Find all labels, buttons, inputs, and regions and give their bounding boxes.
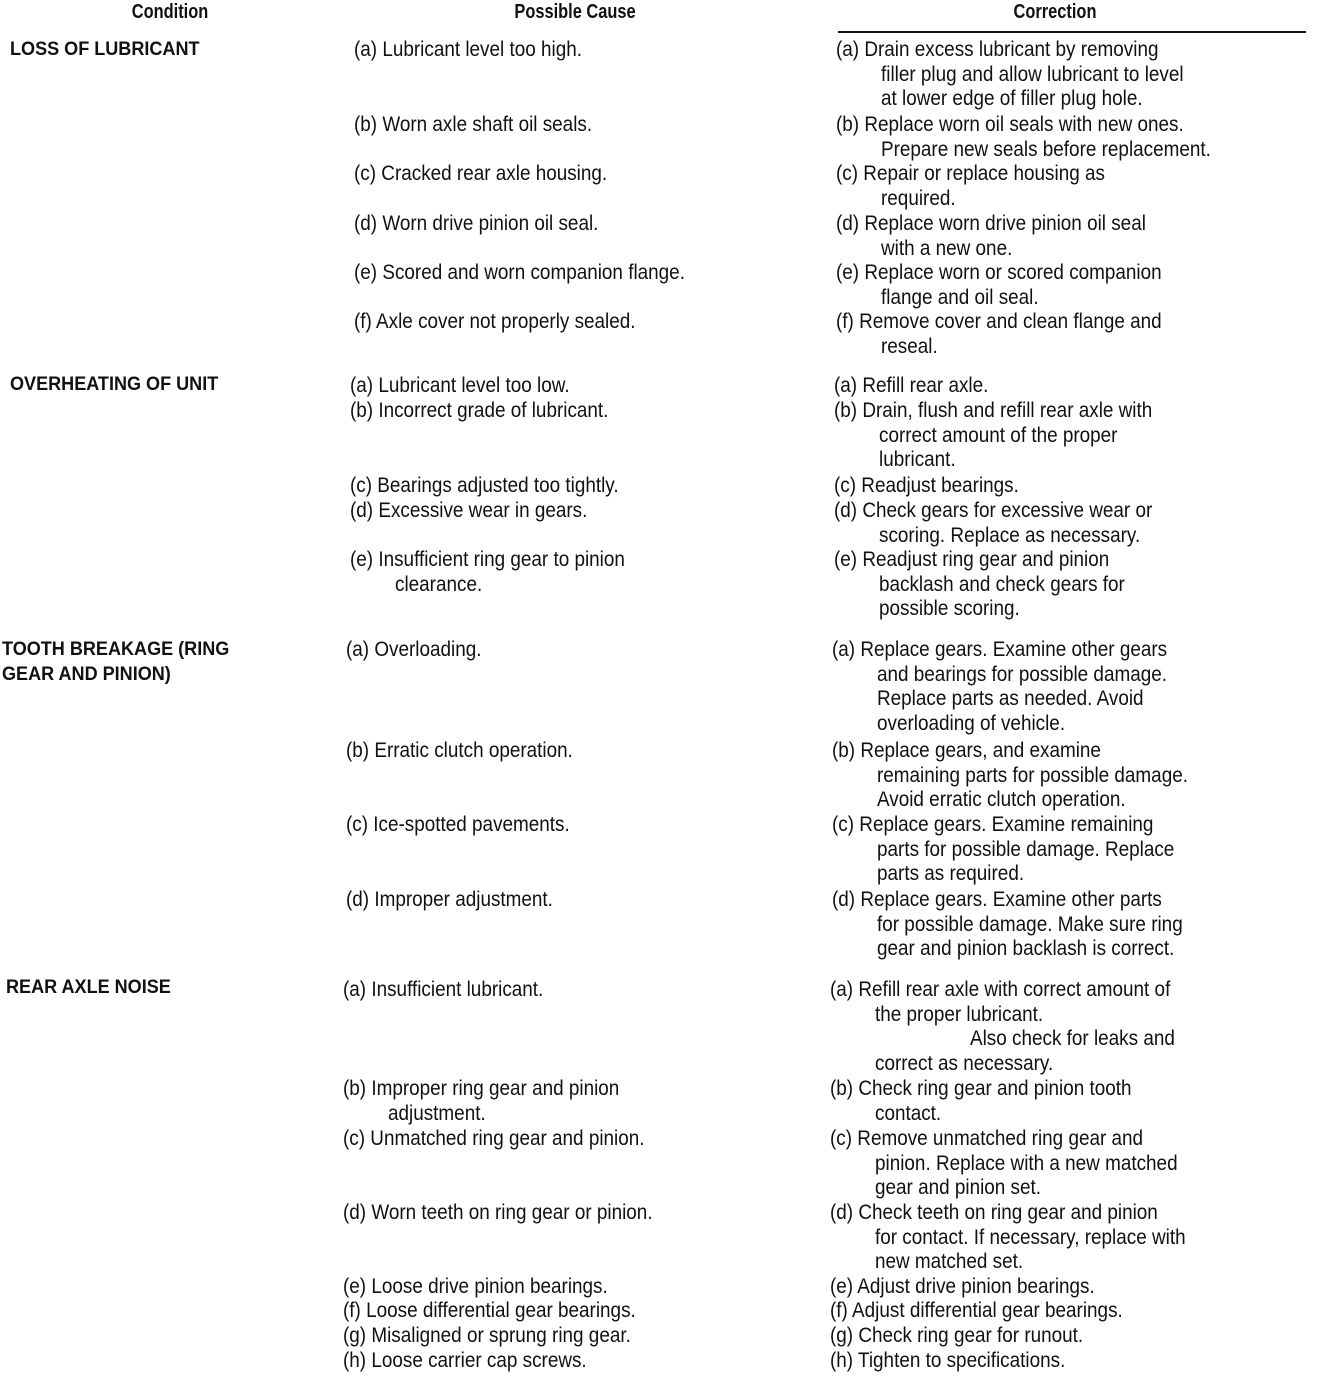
cause-line: (c) Ice-spotted pavements. [346, 813, 570, 836]
cause-line: (c) Bearings adjusted too tightly. [350, 474, 619, 497]
condition-label: REAR AXLE NOISE [6, 977, 171, 998]
header-correction: Correction [1013, 1, 1097, 23]
correction-line: Prepare new seals before replacement. [881, 137, 1211, 161]
correction-line: (c) Remove unmatched ring gear and [830, 1127, 1144, 1150]
correction-line: (e) Readjust ring gear and pinion [834, 548, 1110, 571]
cause-line: (a) Lubricant level too high. [354, 38, 582, 61]
cause-line: (c) Cracked rear axle housing. [354, 162, 608, 185]
correction-line: reseal. [881, 334, 938, 358]
correction-line: for possible damage. Make sure ring [877, 912, 1183, 936]
correction-line: lubricant. [879, 448, 956, 472]
cause-line: (f) Axle cover not properly sealed. [354, 310, 636, 333]
correction-line: for contact. If necessary, replace with [875, 1225, 1186, 1249]
correction-line: parts as required. [877, 862, 1025, 886]
correction-line: with a new one. [881, 236, 1013, 260]
cause-line: (e) Scored and worn companion flange. [354, 261, 685, 284]
correction-line: Replace parts as needed. Avoid [877, 687, 1144, 711]
correction-line: overloading of vehicle. [877, 712, 1066, 736]
correction-line: (d) Check gears for excessive wear or [834, 499, 1153, 522]
correction-line: flange and oil seal. [881, 285, 1039, 309]
correction-line: (h) Tighten to specifications. [830, 1349, 1066, 1372]
correction-line: (d) Replace worn drive pinion oil seal [836, 212, 1146, 235]
correction-line: (g) Check ring gear for runout. [830, 1324, 1084, 1347]
correction-line: (d) Check teeth on ring gear and pinion [830, 1201, 1158, 1224]
cause-line: (a) Lubricant level too low. [350, 374, 570, 397]
correction-line: gear and pinion set. [875, 1176, 1042, 1200]
cause-line: (e) Loose drive pinion bearings. [343, 1275, 608, 1298]
correction-line: remaining parts for possible damage. [877, 763, 1188, 787]
cause-line: (d) Improper adjustment. [346, 888, 553, 911]
correction-line: (e) Adjust drive pinion bearings. [830, 1275, 1095, 1298]
cause-line: clearance. [395, 572, 483, 596]
condition-label: OVERHEATING OF UNIT [10, 374, 219, 395]
cause-line: (b) Worn axle shaft oil seals. [354, 113, 593, 136]
cause-line: (e) Insufficient ring gear to pinion [350, 548, 625, 571]
correction-line: correct amount of the proper [879, 423, 1118, 447]
header-condition: Condition [131, 1, 209, 23]
correction-line: filler plug and allow lubricant to level [881, 62, 1184, 86]
cause-line: (d) Excessive wear in gears. [350, 499, 588, 522]
correction-line: (b) Replace gears, and examine [832, 739, 1101, 762]
cause-line: (b) Improper ring gear and pinion [343, 1077, 620, 1100]
condition-label: LOSS OF LUBRICANT [10, 39, 200, 60]
cause-line: (a) Insufficient lubricant. [343, 978, 544, 1001]
correction-line: and bearings for possible damage. [877, 662, 1167, 686]
correction-line: (b) Check ring gear and pinion tooth [830, 1077, 1132, 1100]
correction-line: at lower edge of filler plug hole. [881, 87, 1143, 111]
correction-line: (c) Readjust bearings. [834, 474, 1019, 497]
correction-line: (a) Replace gears. Examine other gears [832, 638, 1168, 661]
correction-line: (f) Remove cover and clean flange and [836, 310, 1162, 333]
correction-line: (a) Refill rear axle. [834, 374, 989, 397]
correction-line: Avoid erratic clutch operation. [877, 788, 1126, 812]
cause-line: (d) Worn drive pinion oil seal. [354, 212, 599, 235]
correction-line: parts for possible damage. Replace [877, 837, 1175, 861]
correction-line: gear and pinion backlash is correct. [877, 937, 1175, 961]
correction-line: (c) Replace gears. Examine remaining [832, 813, 1154, 836]
correction-line: (a) Drain excess lubricant by removing [836, 38, 1159, 61]
correction-line: possible scoring. [879, 597, 1020, 621]
cause-line: (b) Incorrect grade of lubricant. [350, 399, 609, 422]
cause-line: adjustment. [388, 1101, 486, 1125]
correction-line: (a) Refill rear axle with correct amount of [830, 978, 1171, 1001]
correction-line: backlash and check gears for [879, 572, 1125, 596]
correction-line: scoring. Replace as necessary. [879, 523, 1141, 547]
cause-line: (g) Misaligned or sprung ring gear. [343, 1324, 631, 1347]
correction-line: (e) Replace worn or scored companion [836, 261, 1162, 284]
correction-line: new matched set. [875, 1250, 1024, 1274]
correction-line: required. [881, 186, 956, 210]
condition-label: TOOTH BREAKAGE (RING [2, 639, 230, 660]
cause-line: (h) Loose carrier cap screws. [343, 1349, 587, 1372]
correction-line: (b) Drain, flush and refill rear axle with [834, 399, 1153, 422]
cause-line: (f) Loose differential gear bearings. [343, 1299, 636, 1322]
correction-line: contact. [875, 1101, 942, 1125]
cause-line: (a) Overloading. [346, 638, 482, 661]
header-rule [838, 31, 1306, 33]
correction-line: pinion. Replace with a new matched [875, 1151, 1178, 1175]
correction-line: (c) Repair or replace housing as [836, 162, 1105, 185]
cause-line: (c) Unmatched ring gear and pinion. [343, 1127, 645, 1150]
correction-line: (b) Replace worn oil seals with new ones. [836, 113, 1184, 136]
correction-line: (f) Adjust differential gear bearings. [830, 1299, 1123, 1322]
condition-label: GEAR AND PINION) [2, 663, 171, 685]
correction-line: Also check for leaks and [970, 1027, 1175, 1051]
correction-line: correct as necessary. [875, 1052, 1054, 1076]
correction-line: the proper lubricant. [875, 1002, 1044, 1026]
cause-line: (d) Worn teeth on ring gear or pinion. [343, 1201, 653, 1224]
cause-line: (b) Erratic clutch operation. [346, 739, 573, 762]
correction-line: (d) Replace gears. Examine other parts [832, 888, 1162, 911]
header-possible-cause: Possible Cause [514, 1, 636, 23]
